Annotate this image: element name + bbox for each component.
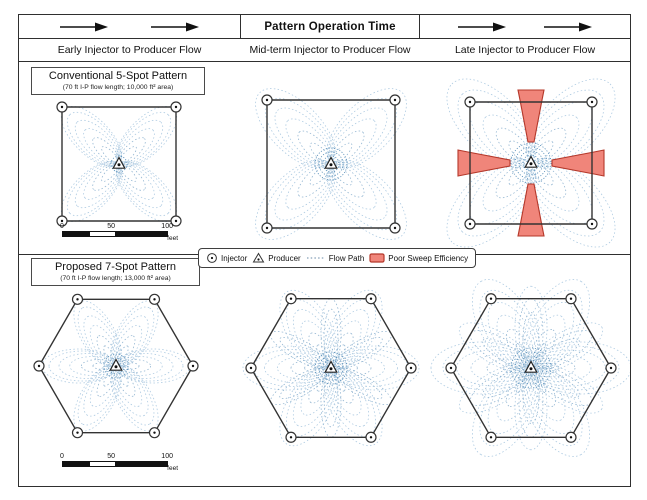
- legend-item-poorsweep: [369, 253, 468, 263]
- legend-item-flowpath: [306, 254, 365, 263]
- injector-icon: [286, 294, 296, 304]
- injector-icon: [486, 432, 496, 442]
- injector-icon: [366, 432, 376, 442]
- injector-icon: [57, 102, 67, 112]
- injector-icon: [73, 294, 83, 304]
- scale-bar-top: [60, 223, 178, 242]
- legend-label-flowpath: Flow Path: [328, 253, 365, 263]
- injector-icon: [366, 294, 376, 304]
- injector-icon: [606, 363, 616, 373]
- injector-icon: [390, 223, 400, 233]
- injector-icon: [206, 252, 218, 264]
- scale-unit: feet: [167, 235, 178, 242]
- scale-bar-graphic: [62, 461, 168, 467]
- injector-icon: [188, 361, 198, 371]
- injector-icon: [465, 219, 475, 229]
- column-header-late: Late Injector to Producer Flow: [454, 44, 596, 56]
- right-arrow-icon: [150, 21, 200, 33]
- injector-icon: [390, 95, 400, 105]
- scale-tick-0: 0: [60, 453, 64, 460]
- diagram-grid: [19, 62, 630, 485]
- injector-icon: [171, 102, 181, 112]
- column-headers: [19, 39, 630, 62]
- injector-icon: [73, 428, 83, 438]
- scale-bar-bottom: [60, 453, 178, 472]
- right-arrow-icon: [543, 21, 593, 33]
- header-left-arrows: [19, 15, 240, 38]
- row-title-5spot: Conventional 5-Spot Pattern: [48, 70, 188, 82]
- legend-label-producer: Producer: [268, 253, 301, 263]
- injector-icon: [406, 363, 416, 373]
- scale-unit: feet: [167, 465, 178, 472]
- scale-tick-50: 50: [107, 453, 115, 460]
- diagram-5spot-late: [416, 62, 630, 278]
- row-label-7spot: [31, 258, 200, 286]
- right-arrow-icon: [457, 21, 507, 33]
- scale-ticks: [60, 453, 173, 460]
- diagram-7spot-late: [416, 253, 630, 483]
- injector-icon: [150, 428, 160, 438]
- legend-box: [198, 248, 476, 268]
- injector-icon: [262, 223, 272, 233]
- injector-icon: [246, 363, 256, 373]
- scale-tick-50: 50: [107, 223, 115, 230]
- row-label-5spot: [31, 67, 205, 95]
- injector-icon: [465, 97, 475, 107]
- pattern-operation-time-title: Pattern Operation Time: [240, 15, 420, 38]
- injector-icon: [566, 432, 576, 442]
- scale-ticks: [60, 223, 173, 230]
- row-title-7spot: Proposed 7-Spot Pattern: [54, 261, 177, 273]
- legend-item-injector: [206, 252, 247, 264]
- producer-icon: [252, 252, 265, 264]
- scale-tick-100: 100: [161, 453, 173, 460]
- injector-icon: [486, 294, 496, 304]
- scale-tick-100: 100: [161, 223, 173, 230]
- header-right-arrows: [420, 15, 630, 38]
- diagram-7spot-mid: [216, 253, 446, 483]
- flow-path-icon: [306, 255, 326, 261]
- scale-bar-graphic: [62, 231, 168, 237]
- injector-icon: [587, 97, 597, 107]
- diagram-5spot-mid: [216, 62, 446, 279]
- injector-icon: [150, 294, 160, 304]
- column-header-early: Early Injector to Producer Flow: [57, 44, 202, 56]
- legend-label-injector: Injector: [221, 253, 248, 263]
- injector-icon: [34, 361, 44, 371]
- injector-icon: [566, 294, 576, 304]
- right-arrow-icon: [59, 21, 109, 33]
- injector-icon: [587, 219, 597, 229]
- row-subtitle-5spot: (70 ft I-P flow length; 10,000 ft² area): [62, 84, 174, 91]
- legend-item-producer: [252, 252, 300, 264]
- operation-time-header: [19, 15, 630, 39]
- column-header-midterm: Mid-term Injector to Producer Flow: [249, 44, 411, 56]
- scale-tick-0: 0: [60, 223, 64, 230]
- injector-icon: [446, 363, 456, 373]
- injector-icon: [262, 95, 272, 105]
- legend-label-poorsweep: Poor Sweep Efficiency: [388, 253, 469, 263]
- poor-sweep-icon: [369, 253, 385, 263]
- row-subtitle-7spot: (70 ft I-P flow length; 13,000 ft² area): [60, 275, 171, 282]
- pattern-comparison-figure: [18, 14, 631, 487]
- injector-icon: [286, 432, 296, 442]
